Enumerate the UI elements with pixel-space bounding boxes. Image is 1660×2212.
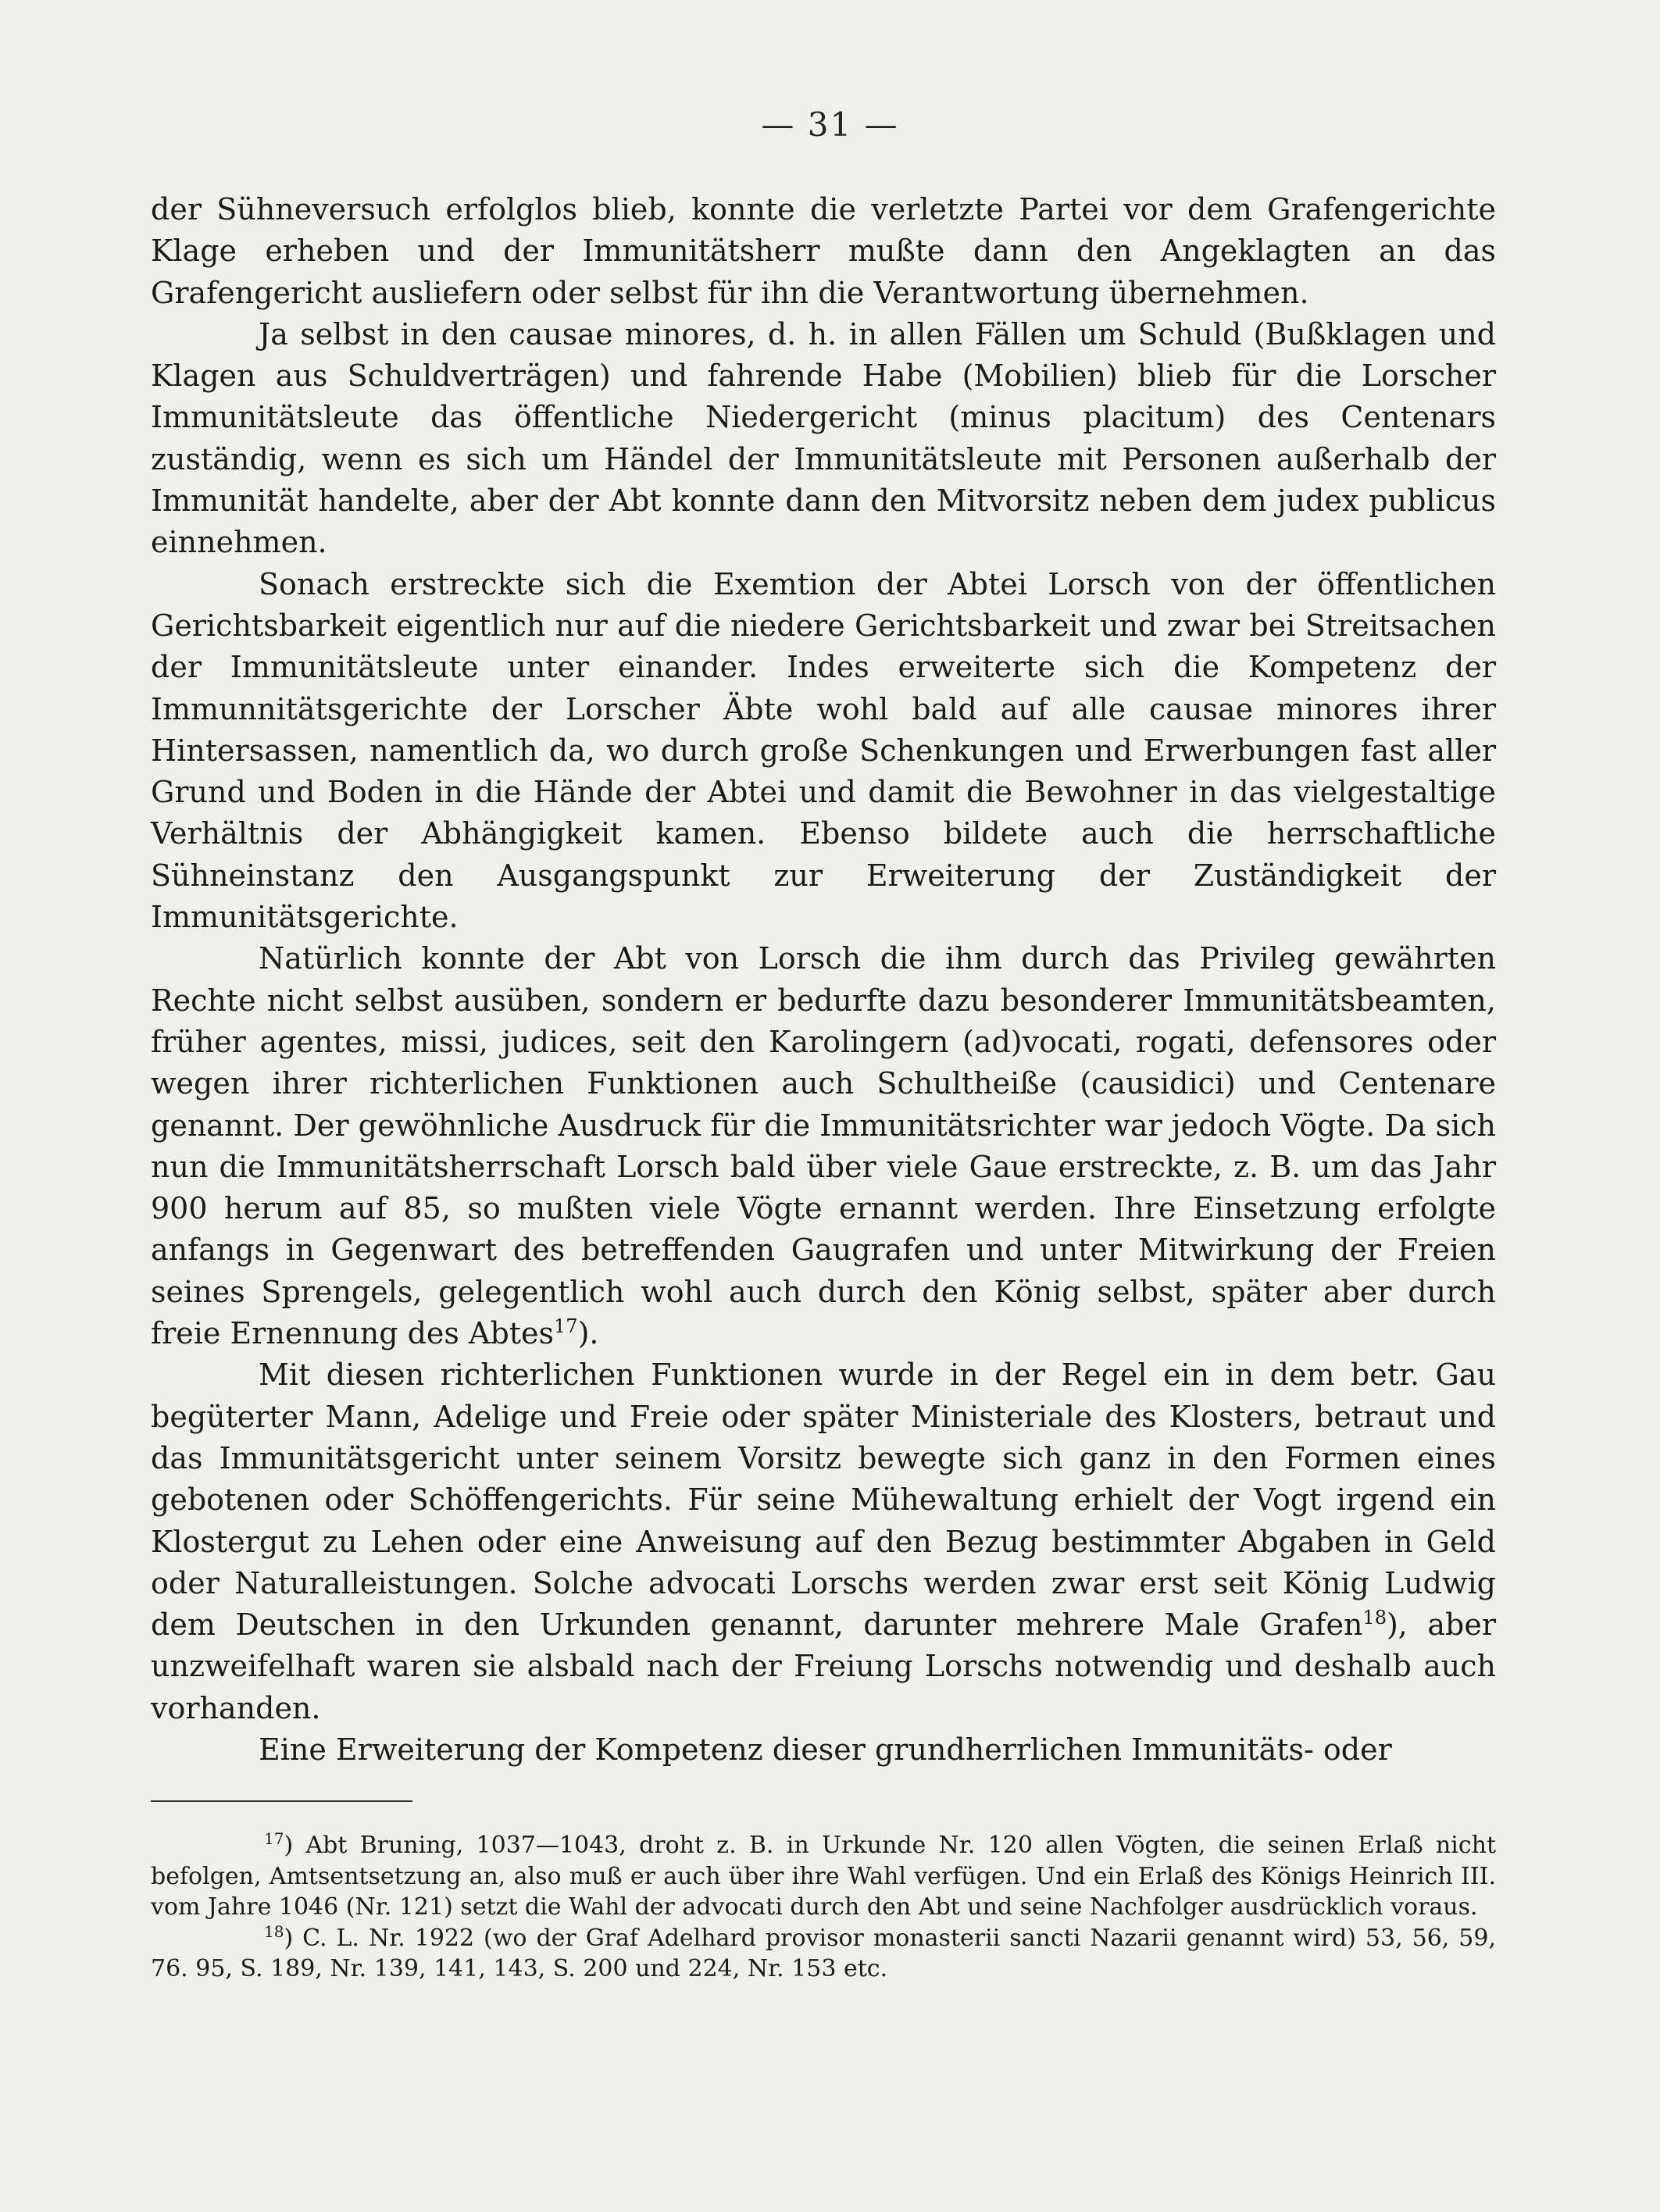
paragraph-text: Mit diesen richterlichen Funktionen wurde in der Regel ein in dem betr. Gau begüterter Mann, Adelige und Freie oder später Ministeriale des Klosters, betraut und das Immunitätsgericht unter seinem Vorsitz bewegte sich ganz in den Formen eines gebotenen oder Schöffengerichts. Für seine Mühewaltung erhielt der Vogt irgend ein Klostergut zu Lehen oder eine Anweisung auf den Bezug bestimmter Abgaben in Geld oder Naturalleistungen. Solche advocati Lorschs werden zwar erst seit König Ludwig dem Deutschen in den Urkunden genannt, darunter mehrere Male Grafen <box>151 1358 1496 1643</box>
footnotes <box>151 1830 1496 1985</box>
footnote <box>151 1923 1496 1985</box>
paragraph-text: Natürlich konnte der Abt von Lorsch die ihm durch das Privileg gewährten Rechte nicht selbst ausüben, sondern er bedurfte dazu besonderer Immunitätsbeamten, früher agentes, missi, judices, seit den Karolingern (ad)vocati, rogati, defensores oder wegen ihrer richterlichen Funktionen auch Schultheiße (causidici) und Centenare genannt. Der gewöhnliche Ausdruck für die Immunitätsrichter war jedoch Vögte. Da sich nun die Immunitätsherrschaft Lorsch bald über viele Gaue erstreckte, z. B. um das Jahr 900 herum auf 85, so mußten viele Vögte ernannt werden. Ihre Einsetzung erfolgte anfangs in Gegenwart des betreffenden Gaugrafen und unter Mitwirkung der Freien seines Sprengels, gelegentlich wohl auch durch den König selbst, später aber durch freie Ernennung des Abtes <box>151 941 1496 1351</box>
paragraph-text: ), aber unzweifelhaft waren sie alsbald nach der Freiung Lorschs notwendig und deshalb auch vorhanden. <box>151 1607 1496 1725</box>
paragraph-text: Ja selbst in den causae minores, d. h. in allen Fällen um Schuld (Bußklagen und Klagen aus Schuldverträgen) und fahrende Habe (Mobilien) blieb für die Lorscher Immunitätsleute das öffentliche Niedergericht (minus placitum) des Centenars zuständig, wenn es sich um Händel der Immunitätsleute mit Personen außerhalb der Immunität handelte, aber der Abt konnte dann den Mitvorsitz neben dem judex publicus einnehmen. <box>151 316 1496 560</box>
paragraph-text: Sonach erstreckte sich die Exemtion der Abtei Lorsch von der öffentlichen Gerichtsbarkeit eigentlich nur auf die niedere Gerichtsbarkeit und zwar bei Streitsachen der Immunitätsleute unter einander. Indes erweiterte sich die Kompetenz der Immunnitätsgerichte der Lorscher Äbte wohl bald auf alle causae minores ihrer Hintersassen, namentlich da, wo durch große Schenkungen und Erwerbungen fast aller Grund und Boden in die Hände der Abtei und damit die Bewohner in das vielgestaltige Verhältnis der Abhängigkeit kamen. Ebenso bildete auch die herrschaftliche Sühneinstanz den Ausgangspunkt zur Erweiterung der Zuständigkeit der Immunitätsgerichte. <box>151 566 1496 935</box>
paragraph <box>151 1729 1496 1771</box>
paragraph <box>151 938 1496 1354</box>
footnote-reference: 17 <box>554 1315 578 1338</box>
paragraph <box>151 1354 1496 1729</box>
page-number: — 31 — <box>761 105 899 144</box>
footnote-divider <box>151 1800 412 1802</box>
footnote-mark: 17 <box>264 1829 284 1848</box>
paragraph <box>151 314 1496 564</box>
paragraph <box>151 564 1496 939</box>
footnote-mark: 18 <box>264 1921 284 1941</box>
footnote-text: ) Abt Bruning, 1037—1043, droht z. B. in Urkunde Nr. 120 allen Vögten, die seinen Erlaß nicht befolgen, Amtsentsetzung an, also muß er auch über ihre Wahl verfügen. Und ein Erlaß des Königs Heinrich III. vom Jahre 1046 (Nr. 121) setzt die Wahl der advocati durch den Abt und seine Nachfolger ausdrücklich voraus. <box>151 1832 1496 1921</box>
footnote <box>151 1830 1496 1923</box>
footnote-reference: 18 <box>1362 1607 1387 1629</box>
footnote-text: ) C. L. Nr. 1922 (wo der Graf Adelhard provisor monasterii sancti Nazarii genannt wird) 53, 56, 59, 76. 95, S. 189, Nr. 139, 141, 143, S. 200 und 224, Nr. 153 etc. <box>151 1924 1496 1982</box>
paragraph <box>151 189 1496 314</box>
body-text <box>151 189 1496 1771</box>
paragraph-text: Eine Erweiterung der Kompetenz dieser grundherrlichen Immunitäts- oder <box>259 1732 1392 1767</box>
paragraph-text: ). <box>577 1316 599 1351</box>
paragraph-text: der Sühneversuch erfolglos blieb, konnte die verletzte Partei vor dem Grafengerichte Klage erheben und der Immunitätsherr mußte dann den Angeklagten an das Grafengericht ausliefern oder selbst für ihn die Verantwortung übernehmen. <box>151 192 1496 310</box>
